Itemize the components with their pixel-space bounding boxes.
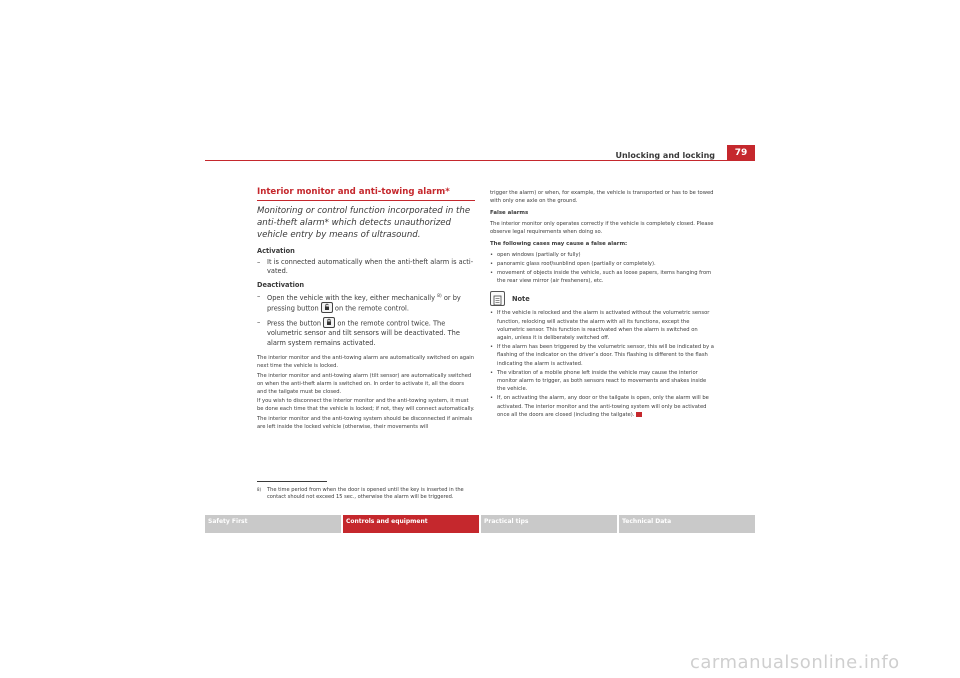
body-paragraph: The interior monitor and the anti-towing system should be disconnected if animals are left inside the locked vehicle (otherwise, their movements will <box>257 415 473 430</box>
section-lead: Monitoring or control function incorporated in the anti-theft alarm* which detects unauthorized vehicle entry by means of ultrasound. <box>257 206 471 240</box>
bullet-marker: • <box>490 369 494 376</box>
activation-heading: Activation <box>257 247 295 255</box>
deactivation-heading: Deactivation <box>257 280 305 289</box>
tab-technical-data[interactable]: Technical Data <box>619 515 755 533</box>
header-rule <box>205 160 755 161</box>
cases-heading: The following cases may cause a false alarm: <box>490 241 628 248</box>
body-paragraph: The interior monitor and anti-towing alarm (tilt sensor) are automatically switched on when the anti-theft alarm is switched on. In order to activate it, all the doors and the tailgate must be closed. <box>257 372 472 396</box>
bullet-marker: • <box>490 344 494 351</box>
note-item <box>490 309 715 342</box>
list-item <box>490 269 715 285</box>
tab-controls-and-equipment[interactable]: Controls and equipment <box>343 515 479 533</box>
tab-safety-first[interactable]: Safety First <box>205 515 341 533</box>
activation-item <box>257 258 475 277</box>
tab-practical-tips[interactable]: Practical tips <box>481 515 617 533</box>
bullet-marker: • <box>490 251 494 258</box>
page-number: 79 <box>727 145 755 161</box>
note-text: If the vehicle is relocked and the alarm is activated without the volumetric sensor function, relocking will activate the alarm with all its functions, except the volumetric sensor. This function is reactivated when the alarm is switched on again, unless it is deliberately switched off. <box>497 310 710 342</box>
note-icon <box>490 291 505 306</box>
footer-tabs <box>205 515 755 533</box>
case-text: movement of objects inside the vehicle, such as loose papers, items hanging from the rear view mirror (air fresheners), etc. <box>497 270 712 285</box>
deact1-text-c: on the remote control. <box>332 304 409 313</box>
case-text: panoramic glass roof/sunblind open (partially or completely). <box>497 260 656 267</box>
bullet-marker: • <box>490 270 494 277</box>
false-alarms-heading: False alarms <box>490 210 529 217</box>
body-paragraph: If you wish to disconnect the interior monitor and the anti-towing system, it must be done each time that the vehicle is locked; if not, they will connect automatically. <box>257 398 475 413</box>
list-item <box>490 260 715 268</box>
note-item <box>490 369 715 394</box>
right-column <box>490 189 715 420</box>
left-column <box>257 187 475 432</box>
body-text <box>257 354 475 431</box>
note-header <box>490 291 715 306</box>
note-text: If the alarm has been triggered by the volumetric sensor, this will be indicated by a flashing of the indicator on the driver’s door. This flashing is different to the flash indicating the alarm is activated. <box>497 344 714 367</box>
deact1-text-a: Open the vehicle with the key, either mechanically <box>267 294 436 302</box>
case-text: open windows (partially or fully) <box>497 251 581 258</box>
running-header-title: Unlocking and locking <box>615 151 715 160</box>
section-rule <box>257 200 475 201</box>
deact1-text-b: or by pressing button <box>267 294 461 313</box>
body-paragraph: The interior monitor and the anti-towing alarm are automatically switched on again next time the vehicle is locked. <box>257 355 475 370</box>
deactivation-item-1 <box>257 292 475 315</box>
note-label: Note <box>512 294 530 303</box>
section-title: Interior monitor and anti-towing alarm* <box>257 187 450 197</box>
false-alarms-text: The interior monitor only operates correctly if the vehicle is completely closed. Please observe legal requirements when doing so. <box>490 220 714 236</box>
footnote-ref: 8) <box>437 293 442 299</box>
dash-marker: – <box>257 258 261 266</box>
lock-button-icon <box>323 317 335 328</box>
list-item <box>490 251 715 259</box>
bullet-marker: • <box>490 310 494 317</box>
footnote-rule <box>257 481 327 482</box>
deact2-text-b: on the remote control twice. The volumetric sensor and tilt sensors will be deactivated. The alarm system remains activated. <box>267 319 460 347</box>
note-item <box>490 343 715 368</box>
deact2-text-a: Press the button <box>267 319 324 328</box>
note-item <box>490 394 715 419</box>
watermark: carmanualsonline.info <box>690 652 900 673</box>
footnote-text: The time period from when the door is opened until the key is inserted in the contact should not exceed 15 sec., otherwise the alarm will be triggered. <box>267 487 464 500</box>
footnote-number: 8) <box>257 487 262 492</box>
deactivation-item-2 <box>257 318 475 348</box>
bullet-marker: • <box>490 395 494 402</box>
note-text: The vibration of a mobile phone left inside the vehicle may cause the interior monitor alarm to trigger, as both sensors react to movements and shakes inside the vehicle. <box>497 369 707 393</box>
unlock-button-icon <box>321 302 333 313</box>
note-text: If, on activating the alarm, any door or the tailgate is open, only the alarm will be activated. The interior monitor and the anti-towing system will only be activated once all the doors are closed (including the tailgate). <box>497 395 709 418</box>
bullet-marker: • <box>490 260 494 267</box>
dash-marker: – <box>257 291 261 300</box>
activation-text: It is connected automatically when the anti-theft alarm is activated. <box>267 258 474 276</box>
footnote <box>257 487 475 501</box>
continued-paragraph: trigger the alarm) or when, for example, the vehicle is transported or has to be towed with only one axle on the ground. <box>490 190 714 205</box>
end-of-section-icon <box>636 412 642 417</box>
dash-marker: – <box>257 318 261 327</box>
